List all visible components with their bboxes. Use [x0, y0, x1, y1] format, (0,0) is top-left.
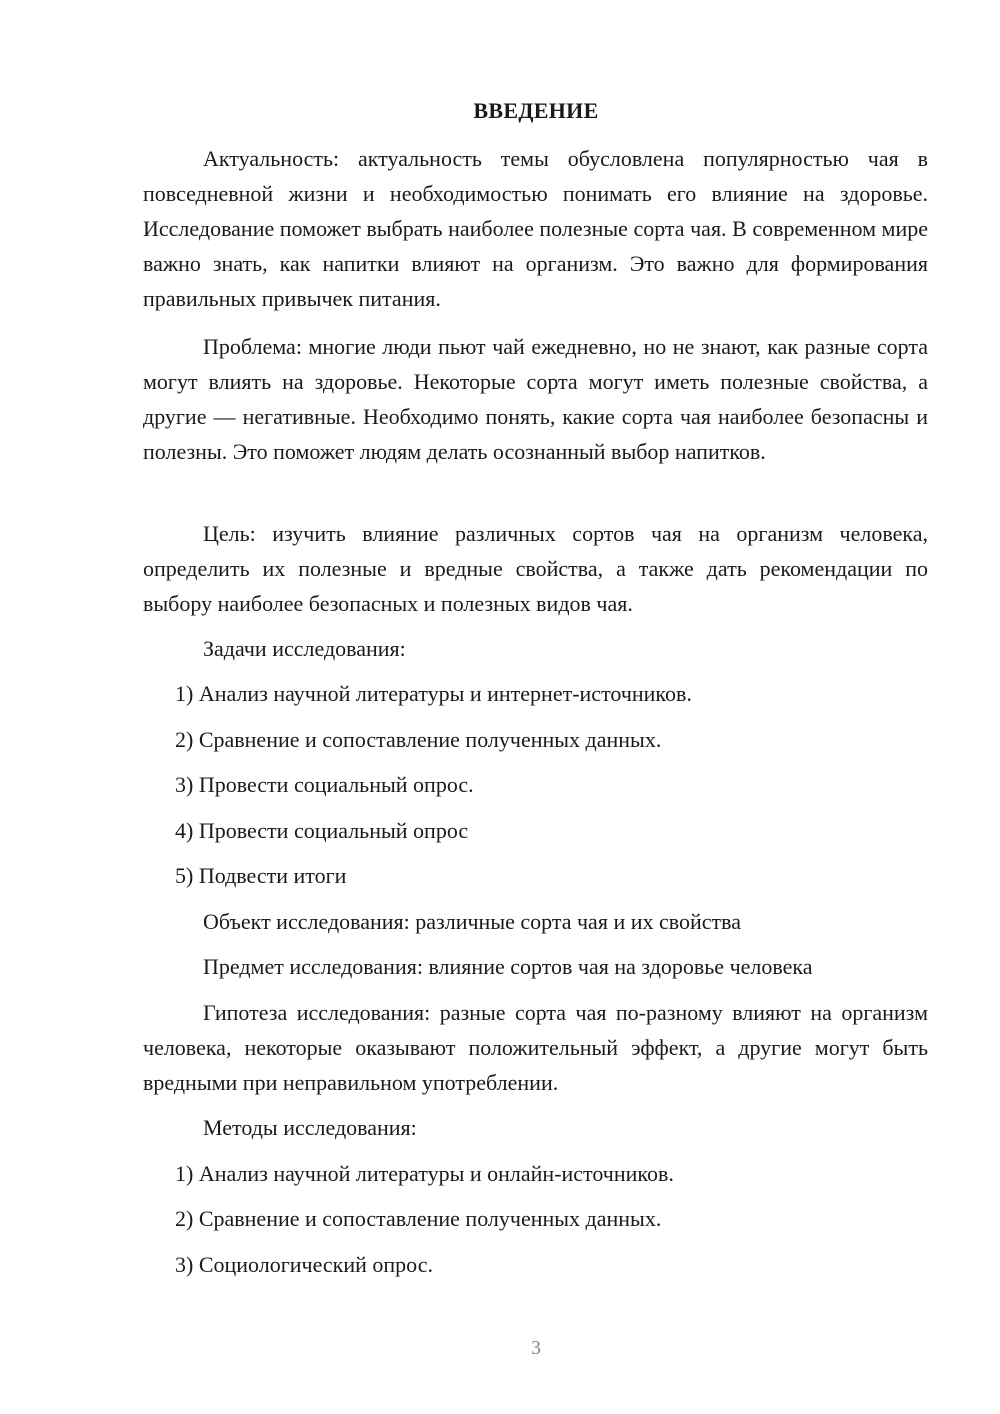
hypothesis-paragraph: Гипотеза исследования: разные сорта чая по-разному влияют на организм человека, некоторые оказывают положительный эффект, а другие могут быть вредными при неправильном употреблении. [143, 1000, 928, 1095]
goal-section [143, 516, 928, 621]
subject-line: Предмет исследования: влияние сортов чая на здоровье человека [203, 954, 813, 979]
task-item: 2) Сравнение и сопоставление полученных данных. [175, 727, 662, 752]
method-item: 2) Сравнение и сопоставление полученных данных. [175, 1206, 662, 1231]
goal-paragraph: Цель: изучить влияние различных сортов чая на организм человека, определить их полезные и вредные свойства, а также дать рекомендации по выбору наиболее безопасных и полезных видов чая. [143, 521, 928, 616]
page-number: 3 [531, 1337, 541, 1359]
problem-section [143, 329, 928, 469]
tasks-heading: Задачи исследования: [203, 636, 406, 661]
relevance-section [143, 141, 928, 316]
hypothesis-section [143, 995, 928, 1100]
method-item: 1) Анализ научной литературы и онлайн-источников. [175, 1161, 674, 1186]
object-line: Объект исследования: различные сорта чая и их свойства [203, 909, 742, 934]
relevance-paragraph: Актуальность: актуальность темы обусловлена популярностью чая в повседневной жизни и необходимостью понимать его влияние на здоровье. Исследование поможет выбрать наиболее полезные сорта чая. В современном мире важно знать, как напитки влияют на организм. Это важно для формирования правильных привычек питания. [143, 146, 928, 311]
problem-paragraph: Проблема: многие люди пьют чай ежедневно, но не знают, как разные сорта могут влиять на здоровье. Некоторые сорта могут иметь полезные свойства, а другие — негативные. Необходимо понять, какие сорта чая наиболее безопасны и полезны. Это поможет людям делать осознанный выбор напитков. [143, 334, 928, 464]
task-item: 4) Провести социальный опрос [175, 818, 469, 843]
methods-heading: Методы исследования: [203, 1115, 417, 1140]
task-item: 3) Провести социальный опрос. [175, 772, 474, 797]
method-item: 3) Социологический опрос. [175, 1252, 433, 1277]
page-title: ВВЕДЕНИЕ [473, 98, 599, 123]
task-item: 5) Подвести итоги [175, 863, 347, 888]
task-item: 1) Анализ научной литературы и интернет-источников. [175, 681, 692, 706]
